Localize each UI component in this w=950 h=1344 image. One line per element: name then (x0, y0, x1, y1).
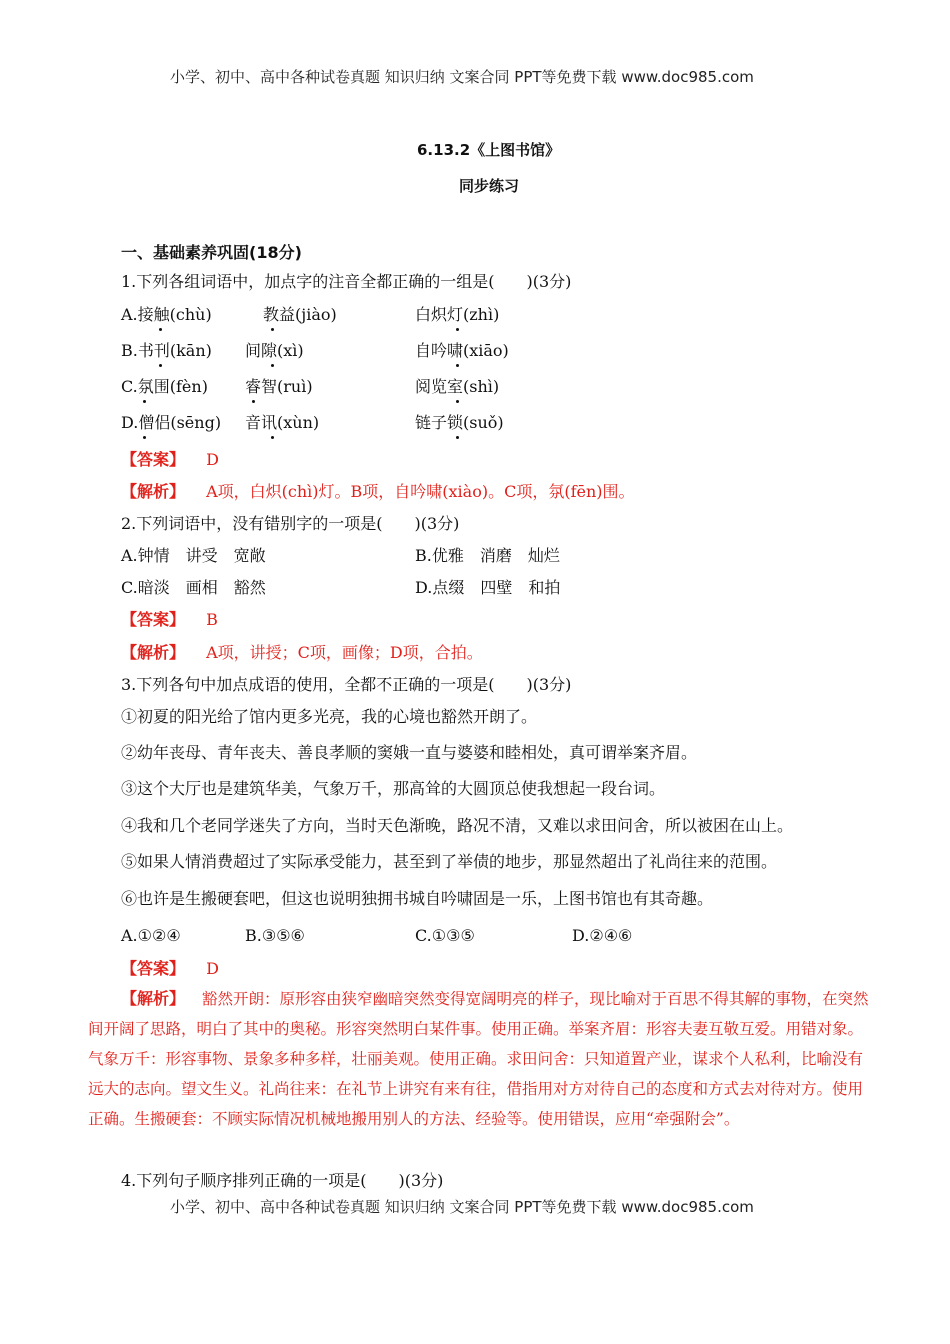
answer-value: D (206, 450, 219, 469)
q1-c-1: C.氛围(fèn) (121, 377, 208, 396)
emphasis-dot (271, 328, 274, 331)
emphasis-dot (456, 364, 459, 367)
emphasis-dot (456, 436, 459, 439)
q3-option-b: B.③⑤⑥ (245, 926, 305, 945)
q2-option-a: A.钟情 讲受 宽敞 (121, 546, 266, 565)
answer-label: 【答案】 (121, 959, 186, 978)
q1-row-c (121, 377, 821, 401)
emphasis-dot (143, 400, 146, 403)
q3-sentence-5: ⑤如果人情消费超过了实际承受能力，甚至到了举债的地步，那显然超出了礼尚往来的范围。 (121, 852, 778, 871)
q1-row-b (121, 341, 821, 365)
q2-option-b: B.优雅 消磨 灿烂 (415, 546, 560, 565)
q1-analysis (121, 482, 635, 502)
q2-stem: 2.下列词语中，没有错别字的一项是( )(3分) (121, 514, 460, 533)
page-header: 小学、初中、高中各种试卷真题 知识归纳 文案合同 PPT等免费下载 www.doc985.com (170, 68, 754, 86)
q1-stem: 1.下列各组词语中，加点字的注音全都正确的一组是( )(3分) (121, 272, 572, 291)
q3-sentence-6: ⑥也许是生搬硬套吧，但这也说明独拥书城自吟啸固是一乐，上图书馆也有其奇趣。 (121, 889, 714, 908)
q3-answer (121, 959, 219, 979)
q1-d-2: 音讯(xùn) (245, 413, 320, 432)
q1-a-1: A.接触(chù) (121, 305, 212, 324)
emphasis-dot (159, 364, 162, 367)
section-heading: 一、基础素养巩固(18分) (121, 243, 302, 262)
emphasis-dot (159, 328, 162, 331)
q3-sentence-1: ①初夏的阳光给了馆内更多光亮，我的心境也豁然开朗了。 (121, 707, 538, 726)
q3-sentence-3: ③这个大厅也是建筑华美，气象万千，那高耸的大圆顶总使我想起一段台词。 (121, 779, 666, 798)
answer-value: B (206, 610, 218, 629)
q1-d-1: D.僧侣(sēng) (121, 413, 222, 432)
emphasis-dot (271, 364, 274, 367)
answer-label: 【答案】 (121, 450, 186, 469)
document-title: 6.13.2《上图书馆》 (417, 141, 561, 159)
page-footer: 小学、初中、高中各种试卷真题 知识归纳 文案合同 PPT等免费下载 www.doc985.com (170, 1198, 754, 1216)
q2-analysis (121, 643, 483, 663)
q2-option-c: C.暗淡 画相 豁然 (121, 578, 266, 597)
answer-value: D (206, 959, 219, 978)
q3-sentence-2: ②幼年丧母、青年丧夫、善良孝顺的窦娥一直与婆婆和睦相处，真可谓举案齐眉。 (121, 743, 698, 762)
q1-b-1: B.书刊(kān) (121, 341, 212, 360)
q1-c-3: 阅览室(shì) (415, 377, 500, 396)
q1-row-a (121, 305, 821, 329)
q1-a-2: 教益(jiào) (263, 305, 337, 324)
analysis-text: A项，白炽(chì)灯。B项，自吟啸(xiào)。C项，氛(fēn)围。 (206, 482, 635, 501)
q3-option-d: D.②④⑥ (572, 926, 633, 945)
emphasis-dot (456, 400, 459, 403)
q1-answer (121, 450, 219, 470)
q1-c-2: 睿智(ruì) (245, 377, 313, 396)
answer-label: 【答案】 (121, 610, 186, 629)
q3-option-c: C.①③⑤ (415, 926, 475, 945)
analysis-label: 【解析】 (121, 989, 186, 1008)
analysis-label: 【解析】 (121, 643, 186, 662)
document-subtitle: 同步练习 (459, 177, 520, 195)
analysis-text: 豁然开朗：原形容由狭窄幽暗突然变得宽阔明亮的样子，现比喻对于百思不得其解的事物，在突然间开阔了思路，明白了其中的奥秘。形容突然明白某件事。使用正确。举案齐眉：形容夫妻互敬互爱。用错对象。气象万千：形容事物、景象多种多样，壮丽美观。使用正确。求田问舍：只知道置产业，谋求个人私利，比喻没有远大的志向。望文生义。礼尚往来：在礼节上讲究有来有往，借指用对方对待自己的态度和方式去对待对方。使用正确。生搬硬套：不顾实际情况机械地搬用别人的方法、经验等。使用错误，应用“牵强附会”。 (88, 990, 869, 1128)
q3-analysis (88, 984, 870, 1134)
q1-d-3: 链子锁(suǒ) (415, 413, 504, 432)
q1-a-3: 白炽灯(zhì) (415, 305, 500, 324)
q3-stem: 3.下列各句中加点成语的使用，全都不正确的一项是( )(3分) (121, 675, 572, 694)
emphasis-dot (143, 436, 146, 439)
q1-b-3: 自吟啸(xiāo) (415, 341, 509, 360)
emphasis-dot (252, 400, 255, 403)
analysis-text: A项，讲授；C项，画像；D项，合拍。 (206, 643, 483, 662)
emphasis-dot (456, 328, 459, 331)
analysis-label: 【解析】 (121, 482, 186, 501)
q1-row-d (121, 413, 821, 437)
emphasis-dot (271, 436, 274, 439)
q1-b-2: 间隙(xì) (245, 341, 304, 360)
q3-sentence-4: ④我和几个老同学迷失了方向，当时天色渐晚，路况不清，又难以求田问舍，所以被困在山上。 (121, 816, 794, 835)
q2-answer (121, 610, 218, 630)
q3-option-a: A.①②④ (121, 926, 181, 945)
q2-option-d: D.点缀 四壁 和拍 (415, 578, 561, 597)
q4-stem: 4.下列句子顺序排列正确的一项是( )(3分) (121, 1171, 444, 1190)
